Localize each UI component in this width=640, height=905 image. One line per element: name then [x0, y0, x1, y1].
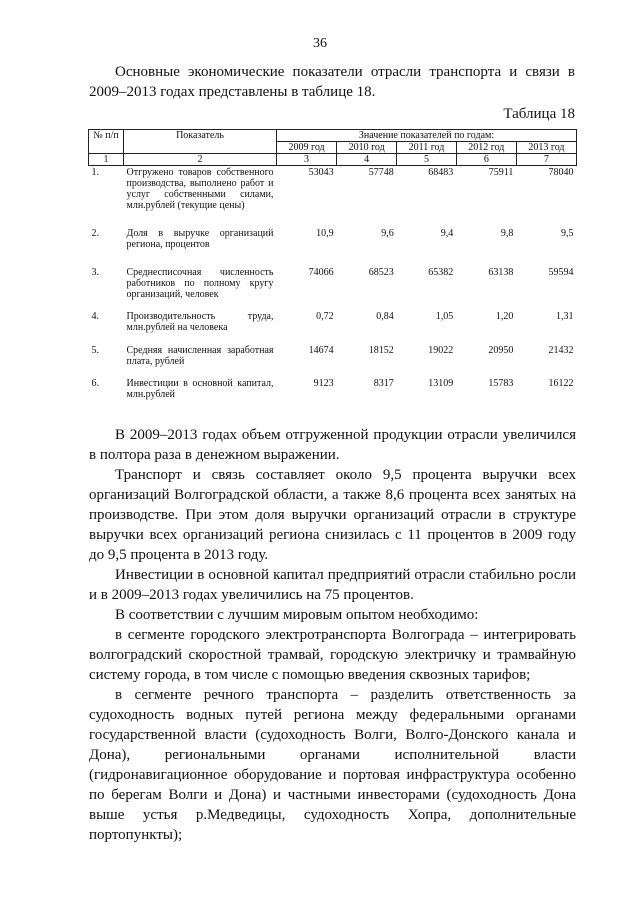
- table-index-row: [89, 154, 577, 166]
- row-indicator: Среднесписочная численность работников по полному кругу организаций, человек: [126, 267, 274, 300]
- table-row: [89, 266, 577, 310]
- row-value: 21432: [548, 345, 574, 356]
- row-number: 2.: [91, 228, 99, 239]
- table-row: [89, 227, 577, 266]
- row-value: 0,72: [316, 311, 334, 322]
- row-value: 68523: [368, 267, 394, 278]
- paragraph: в сегменте речного транспорта – разделить ответственность за судоходность водных путей региона между федеральными органами государственной власти (судоходность Волги, Волго-Донского канала и Дона), региональными органами исполнительной власти (гидронавигационное оборудование и портовая инфраструктура особенно по берегам Волги и Дона) и частными инвесторами (судоходность Дона выше устья р.Медведицы, судоходность Хопра, дополнительные портопункты);: [89, 687, 576, 843]
- index-cell: 1: [89, 154, 124, 166]
- row-value: 8317: [373, 378, 394, 389]
- paragraph: Транспорт и связь составляет около 9,5 процента выручки всех организаций Волгоградской области, а также 8,6 процента всех занятых на производстве. При этом доля выручки организаций отрасли в структуре выручки всех организаций региона снизилась с 11 процентов в 2009 году до 9,5 процента в 2013 году.: [89, 467, 576, 563]
- row-value: 14674: [308, 345, 334, 356]
- header-year: 2010 год: [337, 142, 397, 154]
- index-cell: 6: [456, 154, 516, 166]
- index-cell: 4: [337, 154, 397, 166]
- table-row: [89, 377, 577, 406]
- header-indicator: Показатель: [124, 130, 277, 154]
- row-value: 20950: [488, 345, 514, 356]
- row-value: 9,5: [561, 228, 574, 239]
- header-year: 2009 год: [277, 142, 337, 154]
- header-year: 2011 год: [397, 142, 457, 154]
- row-number: 1.: [91, 167, 99, 178]
- row-value: 0,84: [376, 311, 394, 322]
- row-value: 57748: [368, 167, 394, 178]
- row-value: 78040: [548, 167, 574, 178]
- row-value: 18152: [368, 345, 394, 356]
- table-row: [89, 166, 577, 228]
- row-number: 6.: [91, 378, 99, 389]
- index-cell: 7: [516, 154, 576, 166]
- index-cell: 5: [397, 154, 457, 166]
- header-year: 2013 год: [516, 142, 576, 154]
- row-value: 1,05: [435, 311, 454, 322]
- intro-text: Основные экономические показатели отрасли транспорта и связи в 2009–2013 годах представлены в таблице 18.: [89, 64, 575, 100]
- header-num: № п/п: [89, 130, 124, 154]
- row-value: 15783: [488, 378, 514, 389]
- row-value: 65382: [428, 267, 454, 278]
- row-indicator: Производительность труда, млн.рублей на человека: [126, 311, 274, 333]
- row-value: 1,20: [495, 311, 514, 322]
- row-value: 10,9: [316, 228, 334, 239]
- row-value: 59594: [548, 267, 574, 278]
- paragraph: В соответствии с лучшим мировым опытом необходимо:: [115, 607, 479, 623]
- header-year: 2012 год: [456, 142, 516, 154]
- row-indicator: Доля в выручке организаций региона, процентов: [126, 228, 274, 250]
- row-value: 9,4: [440, 228, 454, 239]
- paragraph: Инвестиции в основной капитал предприятий отрасли стабильно росли и в 2009–2013 годах увеличились на 75 процентов.: [89, 567, 576, 603]
- row-value: 1,31: [556, 311, 574, 322]
- header-values: Значение показателей по годам:: [277, 130, 577, 142]
- index-cell: 3: [277, 154, 337, 166]
- table-caption: Таблица 18: [503, 106, 575, 122]
- row-value: 9123: [313, 378, 334, 389]
- intro-paragraph: [89, 62, 575, 102]
- row-indicator: Инвестиции в основной капитал, млн.рублей: [126, 378, 274, 400]
- row-value: 19022: [428, 345, 454, 356]
- paragraph: В 2009–2013 годах объем отгруженной продукции отрасли увеличился в полтора раза в денежном выражении.: [89, 427, 576, 463]
- row-value: 9,6: [381, 228, 394, 239]
- row-number: 4.: [91, 311, 99, 322]
- table-row: [89, 344, 577, 377]
- index-cell: 2: [124, 154, 277, 166]
- row-value: 9,8: [500, 228, 514, 239]
- body-text: [89, 425, 576, 845]
- row-value: 13109: [428, 378, 454, 389]
- table-row: [89, 310, 577, 344]
- economic-indicators-table: [88, 129, 577, 406]
- row-value: 63138: [488, 267, 514, 278]
- row-value: 74066: [308, 267, 334, 278]
- row-value: 75911: [488, 167, 514, 178]
- row-indicator: Отгружено товаров собственного производства, выполнено работ и услуг собственными силами, млн.рублей (текущие цены): [126, 167, 274, 211]
- row-value: 53043: [308, 167, 334, 178]
- row-number: 3.: [91, 267, 99, 278]
- row-indicator: Средняя начисленная заработная плата, рублей: [126, 345, 274, 367]
- row-number: 5.: [91, 345, 99, 356]
- row-value: 16122: [548, 378, 574, 389]
- table-header-row: [89, 130, 577, 142]
- row-value: 68483: [428, 167, 454, 178]
- paragraph: в сегменте городского электротранспорта Волгограда – интегрировать волгоградский скоростной трамвай, городскую электричку и трамвайную систему города, в том числе с помощью введения сквозных тарифов;: [89, 627, 576, 683]
- page-number: 36: [313, 36, 327, 51]
